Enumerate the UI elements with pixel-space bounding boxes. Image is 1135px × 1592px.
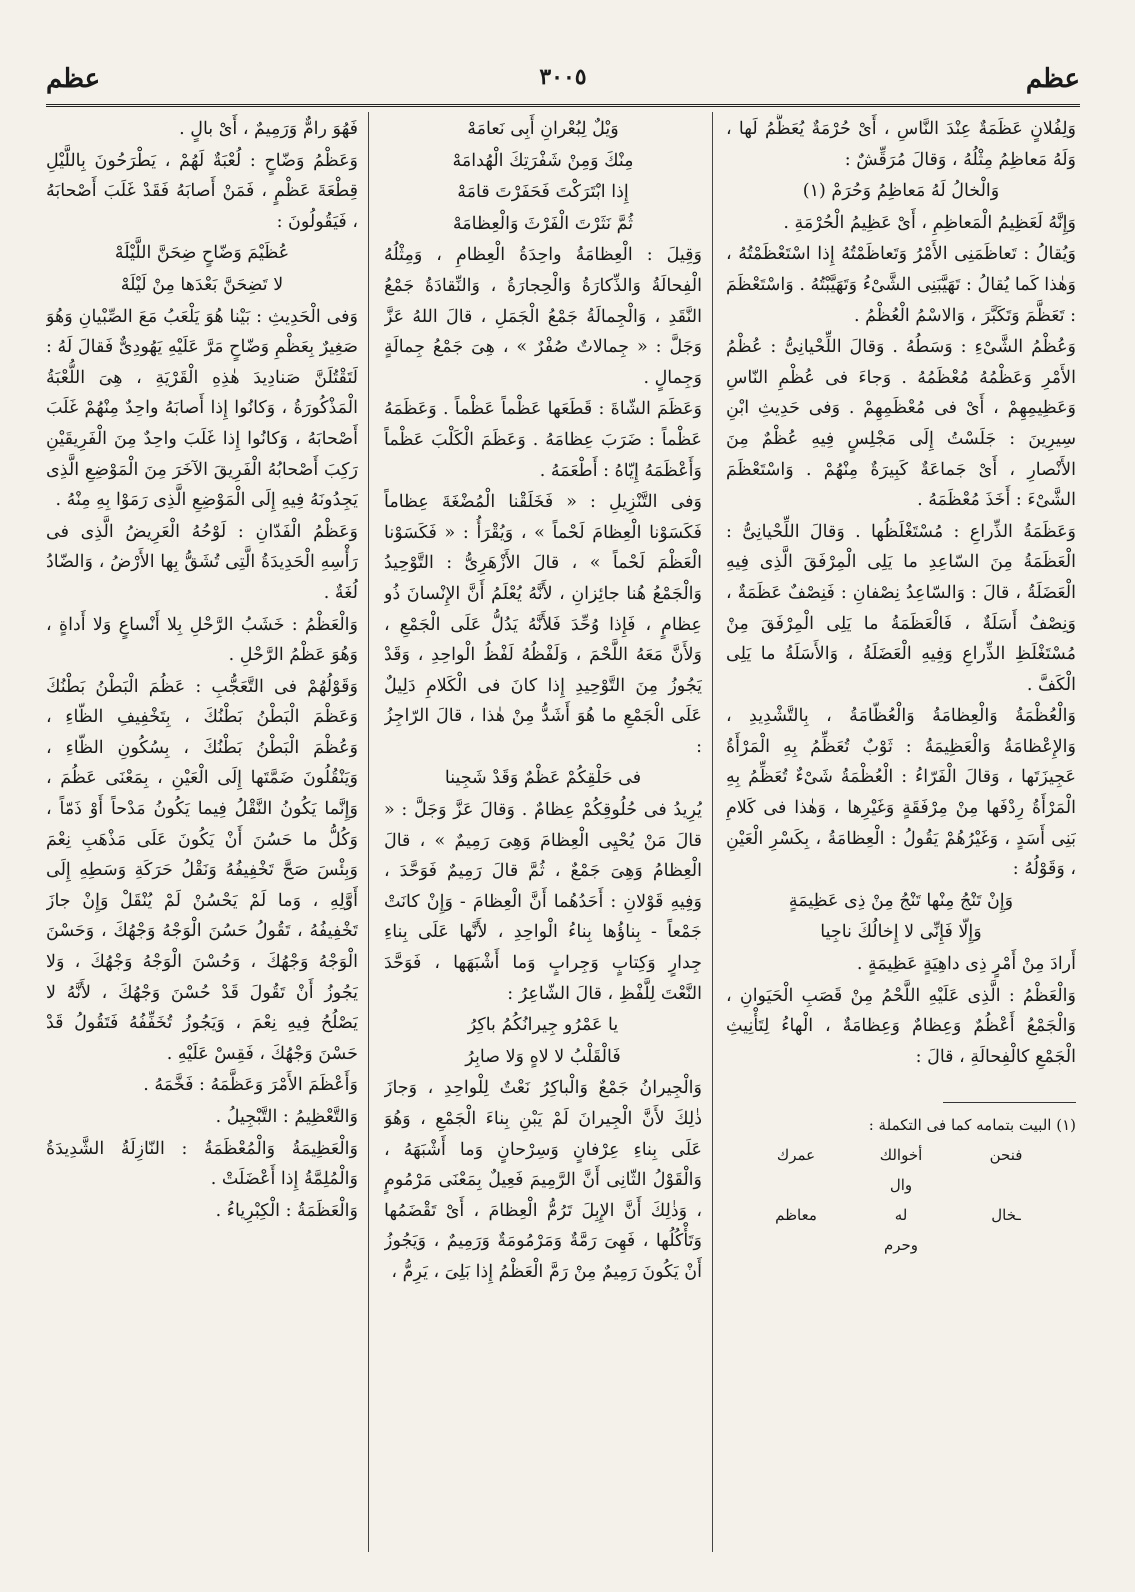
headword-right: عظم (1025, 64, 1080, 94)
running-header (46, 60, 1080, 104)
footnote-word: عمرك (776, 1146, 816, 1165)
paragraph: وَالْعُظْمَةُ وَالْعِظامَةُ وَالْعُظّامَةُ ، بِالتَّشْدِيدِ ، وَالإِعْظامَةُ وَالْعَظِيمَةُ : ثَوْبٌ تُعَظِّمُ بِهِ الْمَرْأَةُ عَجِيزَتَها ، وَقالَ الْفَرّاءُ : الْعُظْمَةُ شَىْءٌ تُعَظِّمُ بِهِ الْمَرْأَةُ رِدْفَها مِنْ مِرْفَقَةٍ وَغَيْرِها ، وَهٰذا فى كَلامِ بَنِى أَسَدٍ ، وَغَيْرُهُمْ يَقُولُ : الْعِظامَةُ ، بِكَسْرِ الْعَيْنِ ، وَقَوْلُهُ : (726, 706, 1076, 880)
paragraph: يُرِيدُ فى حُلُوقِكُمْ عِظامٌ . وَقالَ عَزَّ وَجَلَّ : « قالَ مَنْ يُحْيِى الْعِظامَ وَهِىَ رَمِيمٌ » ، قالَ الْعِظامُ وَهِىَ جَمْعٌ ، ثُمَّ قالَ رَمِيمٌ فَوَحَّدَ ، وَفِيهِ قَوْلانِ : أَحَدُهُما أَنَّ الْعِظامَ - وَإِنْ كانَتْ جَمْعاً - بِناؤُها بِناءُ الْواحِدِ ، لأَنَّها عَلَى بِناءِ جِدارٍ وَكِتابٍ وَجِرابٍ وَما أَشْبَهَها ، فَوَحَّدَ النَّعْتَ لِلَّفْظِ ، قالَ الشّاعِرُ : (384, 800, 702, 1004)
footnote-word: وحرم (883, 1236, 919, 1255)
footnote-word: وال (889, 1176, 913, 1195)
footnote-note: (١) البيت بتمامه كما فى التكملة : (868, 1116, 1076, 1135)
paragraph: وَإِنَّهُ لَعَظِيمُ الْمَعاظِمِ ، أَىْ عَظِيمُ الْحُرْمَةِ . (783, 212, 1076, 233)
paragraph: وَعَظْمُ وَضّاحٍ : لُعْبَةٌ لَهُمْ ، يَطْرَحُونَ بِاللَّيْلِ قِطْعَةَ عَظْمٍ ، فَمَنْ أَصابَهُ فَقَدْ غَلَبَ أَصْحابَهُ ، فَيَقُولُونَ : (46, 150, 358, 232)
verse: فَالْقَلْبُ لا لاهٍ وَلا صابِرُ (465, 1046, 621, 1067)
verse: فى حَلْقِكُمْ عَظْمٌ وَقَدْ شَجِينا (444, 768, 642, 789)
verse: ثُمَّ نَثَرْتَ الْفَرْثَ وَالْعِظامَهْ (452, 213, 634, 234)
footnote-word: فنحن (989, 1146, 1023, 1165)
paragraph: وَأَعْظَمَ الأَمْرَ وَعَظَّمَهُ : فَخَّمَهُ . (143, 1075, 358, 1096)
paragraph: وَعَظْمُ الْفَدّانِ : لَوْحُهُ الْعَرِيضُ الَّذِى فى رَأْسِهِ الْحَدِيدَةُ الَّتِى تُشَقُّ بِها الأَرْضُ ، وَالضّادُ لُغَةٌ . (46, 521, 358, 603)
paragraph: وَالْعَظْمُ : الَّذِى عَلَيْهِ اللَّحْمُ مِنْ قَصَبِ الْحَيَوانِ ، وَالْجَمْعُ أَعْظُمٌ وَعِظامٌ وَعِظامَةٌ ، الْهاءُ لِتَأْنِيثِ الْجَمْعِ كالْفِحالَةِ ، قالَ : (726, 985, 1076, 1067)
paragraph: وَالْعَظْمُ : خَشَبُ الرَّحْلِ بِلا أَنْساعٍ وَلا أَداةٍ ، وَهُوَ عَظْمُ الرَّحْلِ . (46, 614, 358, 666)
verse: وَإِلّا فَإِنِّى لا إِخالُكَ ناجِيا (820, 922, 982, 943)
footnote-verse-line-1 (726, 1140, 1076, 1200)
footnote-verse-line-2 (726, 1200, 1076, 1260)
column-left (46, 114, 358, 1554)
verse: وَيْلٌ لِبُعْرانِ أَبِى نَعامَهْ (467, 119, 619, 139)
paragraph: وَالتَّعْظِيمُ : التَّبْجِيلُ . (215, 1107, 358, 1127)
verse: عُظَيْمَ وَضّاحٍ ضِحَنَّ اللَّيْلَهْ (114, 243, 290, 264)
paragraph: وَالْجِيرانُ جَمْعٌ وَالْباكِرُ نَعْتٌ لِلْواحِدِ ، وَجازَ ذٰلِكَ لأَنَّ الْجِيرانَ لَمْ يَبْنِ بِناءَ الْجَمْعِ ، وَهُوَ عَلَى بِناءِ عِرْفانٍ وَسِرْحانٍ وَما أَشْبَهَهُ ، وَالْقَوْلُ الثّانِى أَنَّ الرَّمِيمَ فَعِيلٌ بِمَعْنَى مَرْمُومٍ ، وَذٰلِكَ أَنَّ الإِبِلَ تَرُمُّ الْعِظامَ ، أَىْ تَقْضَمُها وَتَأْكُلُها ، فَهِىَ رَمَّةٌ وَمَرْمُومَةٌ وَرَمِيمٌ ، وَيَجُوزُ أَنْ يَكُونَ رَمِيمٌ مِنْ رَمَّ الْعَظْمُ إِذا بَلِىَ ، يَرِمُّ ، (384, 1078, 702, 1282)
verse: وَالْخالُ لَهُ مَعاظِمُ وَحُرَمْ (١) (802, 181, 1000, 202)
paragraph: وَيُقالُ : تَعاظَمَنِى الأَمْرُ وَتَعاظَمْتُهُ إِذا اسْتَعْظَمْتُهُ ، وَهٰذا كَما يُقالُ : تَهَيَّبَنِى الشَّىْءُ وَتَهَيَّبْتُهُ . وَاسْتَعْظَمَ : تَعَظَّمَ وَتَكَبَّرَ ، وَالاسْمُ الْعُظْمُ . (726, 244, 1076, 326)
paragraph: وَالْعَظَمَةُ : الْكِبْرِياءُ . (215, 1200, 358, 1221)
paragraph: وَعَظَمَ الشّاةَ : قَطَعَها عَظْماً عَظْماً . وَعَظَمَهُ عَظْماً : ضَرَبَ عِظامَهُ . وَعَظَمَ الْكَلْبَ عَظْماً وَأَعْظَمَهُ إِيّاهُ : أَطْعَمَهُ . (384, 399, 702, 481)
paragraph: وَعَظَمَةُ الذِّراعِ : مُسْتَغْلَظُها . وَقالَ اللِّحْيانِىُّ : الْعَظَمَةُ مِنَ السّاعِدِ ما يَلِى الْمِرْفَقَ الَّذِى فِيهِ الْعَضَلَةُ ، قالَ : وَالسّاعِدُ نِصْفانِ : فَنِصْفٌ عَظَمَةٌ ، وَنِصْفٌ أَسَلَةٌ ، فَالْعَظَمَةُ ما يَلِى الْمِرْفَقَ مِنْ مُسْتَغْلَظِ الذِّراعِ وَفِيهِ الْعَضَلَةُ ، وَالأَسَلَةُ ما يَلِى الْكَفَّ . (726, 521, 1076, 695)
paragraph: أَرادَ مِنْ أَمْرٍ ذِى داهِيَةٍ عَظِيمَةٍ . (856, 954, 1076, 975)
verse: مِنْكَ وَمِنْ شَفْرَتِكَ الْهُدامَهْ (452, 150, 634, 171)
headword-left: عظم (46, 64, 101, 94)
page-number: ٣٠٠٥ (539, 64, 587, 90)
footnote-word: معاظم (775, 1206, 817, 1225)
footnote-rule (943, 1102, 1076, 1103)
paragraph: وَالْعَظِيمَةُ وَالْمُعْظَمَةُ : النّازِلَةُ الشَّدِيدَةُ وَالْمُلِمَّةُ إِذا أَعْضَلَتْ . (46, 1138, 358, 1190)
header-rule (46, 104, 1080, 107)
column-right (726, 114, 1076, 1554)
paragraph: وَفى التَّنْزِيلِ : « فَخَلَقْنا الْمُضْغَةَ عِظاماً فَكَسَوْنا الْعِظامَ لَحْماً » ، وَيُقْرَأُ : « فَكَسَوْنا الْعَظْمَ لَحْماً » ، قالَ الأَزْهَرِىُّ : التَّوْحِيدُ وَالْجَمْعُ هُنا جائِزانِ ، لأَنَّهُ يُعْلَمُ أَنَّ الإِنْسانَ ذُو عِظامٍ ، فَإِذا وُحِّدَ فَلأَنَّهُ يَدُلُّ عَلَى الْجَمْعِ ، وَلأَنَّ مَعَهُ اللَّحْمَ ، وَلَفْظُهُ لَفْظُ الْواحِدِ ، وَقَدْ يَجُوزُ مِنَ التَّوْحِيدِ إِذا كانَ فى الْكَلامِ دَلِيلٌ عَلَى الْجَمْعِ ما هُوَ أَشَدُّ مِنْ هٰذا ، قالَ الرّاجِزُ : (384, 492, 702, 757)
verse: لا تَضِحَنَّ بَعْدَها مِنْ لَيْلَهْ (120, 274, 284, 295)
paragraph: وَفى الْحَدِيثِ : بَيْنا هُوَ يَلْعَبُ مَعَ الصِّبْيانِ وَهُوَ صَغِيرٌ بِعَظْمِ وَضّاحٍ مَرَّ عَلَيْهِ يَهُودِىٌّ فَقالَ لَهُ : لَتَقْتُلَنَّ صَنادِيدَ هٰذِهِ الْقَرْيَةِ ، هِىَ اللُّعْبَةُ الْمَذْكُورَةُ ، وَكانُوا إِذا أَصابَهُ واحِدٌ مِنْهُمْ غَلَبَ أَصْحابَهُ ، وَكانُوا إِذا غَلَبَ واحِدٌ مِنَ الْفَرِيقَيْنِ رَكِبَ أَصْحابُهُ الْفَرِيقَ الآخَرَ مِنَ الْمَوْضِعِ الَّذِى يَجِدُونَهُ فِيهِ إِلَى الْمَوْضِعِ الَّذِى رَمَوْا بِهِ مِنْهُ . (46, 306, 358, 511)
footnote-word: ـخال (991, 1206, 1021, 1225)
paragraph: وَعُظْمُ الشَّىْءِ : وَسَطُهُ . وَقالَ اللِّحْيانِىُّ : عُظْمُ الأَمْرِ وَعَظْمُهُ مُعْظَمُهُ . وَجاءَ فى عُظْمِ النّاسِ وَعَظِيمِهِمْ ، أَىْ فى مُعْظَمِهِمْ . وَفى حَدِيثِ ابْنِ سِيرِينَ : جَلَسْتُ إِلَى مَجْلِسٍ فِيهِ عُظْمٌ مِنَ الأَنْصارِ ، أَىْ جَماعَةٌ كَبِيرَةٌ مِنْهُمْ . وَاسْتَعْظَمَ الشَّىْءَ : أَخَذَ مُعْظَمَهُ . (726, 337, 1076, 511)
column-divider-right (712, 112, 713, 1552)
paragraph: وَقَوْلُهُمْ فى التَّعَجُّبِ : عَظُمَ الْبَطْنُ بَطْنُكَ وَعَظْمَ الْبَطْنُ بَطْنُكَ ، بِتَخْفِيفِ الظّاءِ ، وَعُظْمَ الْبَطْنُ بَطْنُكَ ، بِسُكُونِ الظّاءِ ، وَيَنْقُلُونَ ضَمَّتَها إِلَى الْعَيْنِ ، بِمَعْنَى عَظُمَ ، وَإِنَّما يَكُونُ النَّقْلُ فِيما يَكُونُ مَدْحاً أَوْ ذَمّاً ، وَكُلُّ ما حَسُنَ أَنْ يَكُونَ عَلَى مَذْهَبِ نِعْمَ وَبِئْسَ صَحَّ تَخْفِيفُهُ وَنَقْلُ حَرَكَةِ وَسَطِهِ إِلَى أَوَّلِهِ ، وَما لَمْ يَحْسُنْ لَمْ يُنْقَلْ وَإِنْ جازَ تَخْفِيفُهُ ، تَقُولُ حَسُنَ الْوَجْهُ وَجْهُكَ ، وَحَسْنَ الْوَجْهُ وَجْهُكَ ، وَحُسْنَ الْوَجْهُ وَجْهُكَ ، وَلا يَجُوزُ أَنْ تَقُولَ قَدْ حُسْنَ وَجْهُكَ ، لأَنَّهُ لا يَصْلُحُ فِيهِ نِعْمَ ، وَيَجُوزُ تُخَفِّفُهُ فَتَقُولُ قَدْ حَسْنَ وَجْهُكَ ، فَقِسْ عَلَيْهِ . (46, 676, 358, 1064)
column-divider-left (368, 112, 369, 1552)
paragraph: وَقِيلَ : الْعِظامَةُ واحِدَةُ الْعِظامِ ، وَمِثْلُهُ الْفِحالَةُ وَالذِّكارَةُ وَالْحِجارَةُ ، وَالنِّقادَةُ جَمْعُ النَّقَدِ ، وَالْجِمالَةُ جَمْعُ الْجَمَلِ ، قالَ اللهُ عَزَّ وَجَلَّ : « جِمالاتٌ صُفْرٌ » ، هِىَ جَمْعُ جِمالَةٍ وَجِمالٍ . (384, 245, 702, 388)
paragraph: وَلِفُلانٍ عَظَمَةٌ عِنْدَ النَّاسِ ، أَىْ حُرْمَةٌ يُعَظَّمُ لَها ، وَلَهُ مَعاظِمُ مِثْلُهُ ، وَقالَ مُرَقِّشٌ : (726, 119, 1076, 170)
verse: إِذا ابْتَرَكْتَ فَحَفَرْتَ قامَهْ (457, 182, 629, 203)
footnote-word: أخوالك (879, 1146, 923, 1165)
column-middle (384, 114, 702, 1554)
paragraph: فَهُوَ رامٌّ وَرَمِيمٌ ، أَىْ بالٍ . (179, 119, 358, 139)
verse: يا عَمْرُو جِيرانُكُمُ باكِرُ (467, 1015, 619, 1036)
footnote-word: له (894, 1206, 908, 1225)
verse: وَإِنْ تَنْجُ مِنْها تَنْجُ مِنْ ذِى عَظِيمَةٍ (788, 890, 1014, 911)
